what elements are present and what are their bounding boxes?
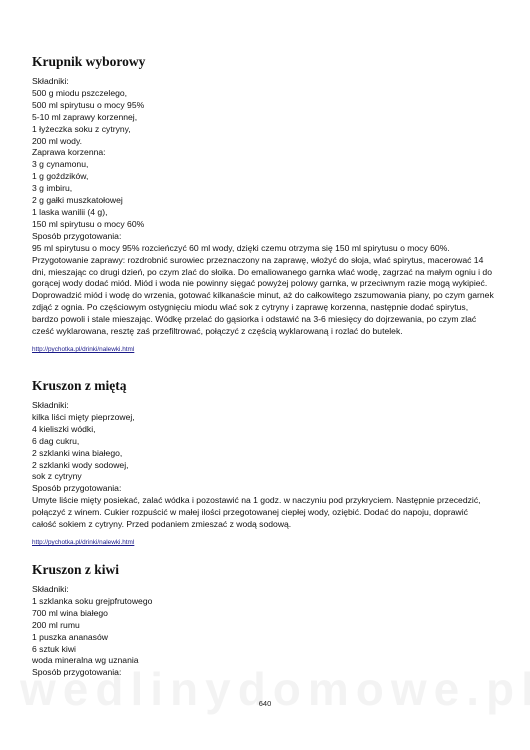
ingredient-line: 1 szklanka soku grejpfrutowego bbox=[32, 595, 153, 606]
method-heading: Sposób przygotowania: bbox=[32, 667, 122, 678]
recipe-krupnik-wyborowy bbox=[32, 54, 502, 356]
page-number: 640 bbox=[258, 699, 272, 708]
recipe-title: Kruszon z kiwi bbox=[32, 562, 120, 577]
ingredient-line: woda mineralna wg uznania bbox=[32, 655, 139, 666]
ingredient-line: 3 g cynamonu, bbox=[32, 159, 89, 170]
ingredient-line: 200 ml wody. bbox=[32, 135, 82, 146]
ingredient-line: 2 szklanki wina białego, bbox=[32, 447, 123, 458]
method-heading: Sposób przygotowania: bbox=[32, 230, 122, 241]
ingredient-line: 5-10 ml zaprawy korzennej, bbox=[32, 111, 138, 122]
source-link[interactable]: http://pychotka.pl/drinki/nalewki.html bbox=[32, 345, 135, 353]
ingredients-heading: Składniki: bbox=[32, 584, 69, 594]
recipe-title: Krupnik wyborowy bbox=[32, 54, 146, 69]
ingredient-line: 2 szklanki wody sodowej, bbox=[32, 459, 129, 470]
ingredient-line: 1 g goździków, bbox=[32, 171, 89, 182]
ingredient-line: 1 laska wanilii (4 g), bbox=[32, 206, 108, 217]
ingredient-line: 500 ml spirytusu o mocy 95% bbox=[32, 99, 145, 110]
ingredient-line: 3 g imbiru, bbox=[32, 183, 73, 194]
ingredient-line: 200 ml rumu bbox=[32, 619, 80, 630]
method-paragraph: 95 ml spirytusu o mocy 95% rozcieńczyć 60 ml wody, dzięki czemu otrzyma się 150 ml spirytusu o mocy 60%. Przygotowanie zaprawy: rozdrobnić surowiec przeznaczony na zaprawę, włożyć do słoja, wlać spirytus, macerować 14 dni, mieszając co drugi dzień, po czym zlać do słoika. Do emaliowanego garnka wlać wodę, zagrzać na małym ogniu i do gorącej wody dodać miód. Miód i woda nie powinny sięgać powyżej polowy garnka, w przeciwnym razie mogą wykipieć. Doprowadzić miód i wodę do wrzenia, gotować kilkanaście minut, aż do całkowitego zszumowania piany, po czym garnek zdjąć z ognia. Po częściowym ostygnięciu miodu wlać sok z cytryny i zaprawę korzenna, następnie dodać spirytus, bardzo powoli i stale mieszając. Wódkę przelać do gąsiorka i odstawić na 3-6 miesięcy do dojrzewania, po czym zlać cześć wyklarowana, resztę zaś przefiltrować, połączyć z częścią wyklarowaną i rozlać do butelek. bbox=[32, 242, 494, 337]
ingredient-line: 700 ml wina białego bbox=[32, 607, 108, 618]
ingredient-line: 6 dag cukru, bbox=[32, 435, 80, 446]
ingredients-heading: Składniki: bbox=[32, 76, 69, 86]
source-link[interactable]: http://pychotka.pl/drinki/nalewki.html bbox=[32, 538, 135, 546]
ingredient-line: 6 sztuk kiwi bbox=[32, 643, 76, 654]
ingredient-line: 2 g gałki muszkatołowej bbox=[32, 195, 123, 206]
ingredient-line: sok z cytryny bbox=[32, 471, 82, 482]
method-paragraph: Umyte liście mięty posiekać, zalać wódka i pozostawić na 1 godz. w naczyniu pod przykryciem. Następnie przecedzić, połączyć z winem. Cukier rozpuścić w małej ilości przegotowanej ciepłej wody, oziębić. Dodać do napoju, doprawić całość sokiem z cytryny. Przed podaniem zmieszać z wodą sodową. bbox=[32, 495, 481, 530]
ingredient-line: 500 g miodu pszczelego, bbox=[32, 87, 128, 98]
ingredient-line: 150 ml spirytusu o mocy 60% bbox=[32, 218, 145, 229]
recipe-kruszon-z-kiwi bbox=[32, 562, 502, 679]
ingredient-line: 4 kieliszki wódki, bbox=[32, 423, 96, 434]
ingredient-line: 1 puszka ananasów bbox=[32, 631, 108, 642]
recipe-title: Kruszon z miętą bbox=[32, 378, 127, 393]
ingredients-heading: Składniki: bbox=[32, 400, 69, 410]
ingredient-line: kilka liści mięty pieprzowej, bbox=[32, 411, 135, 422]
method-heading: Sposób przygotowania: bbox=[32, 483, 122, 494]
recipe-kruszon-z-mieta bbox=[32, 378, 502, 549]
sub-heading: Zaprawa korzenna: bbox=[32, 147, 106, 158]
ingredient-line: 1 łyżeczka soku z cytryny, bbox=[32, 123, 131, 134]
